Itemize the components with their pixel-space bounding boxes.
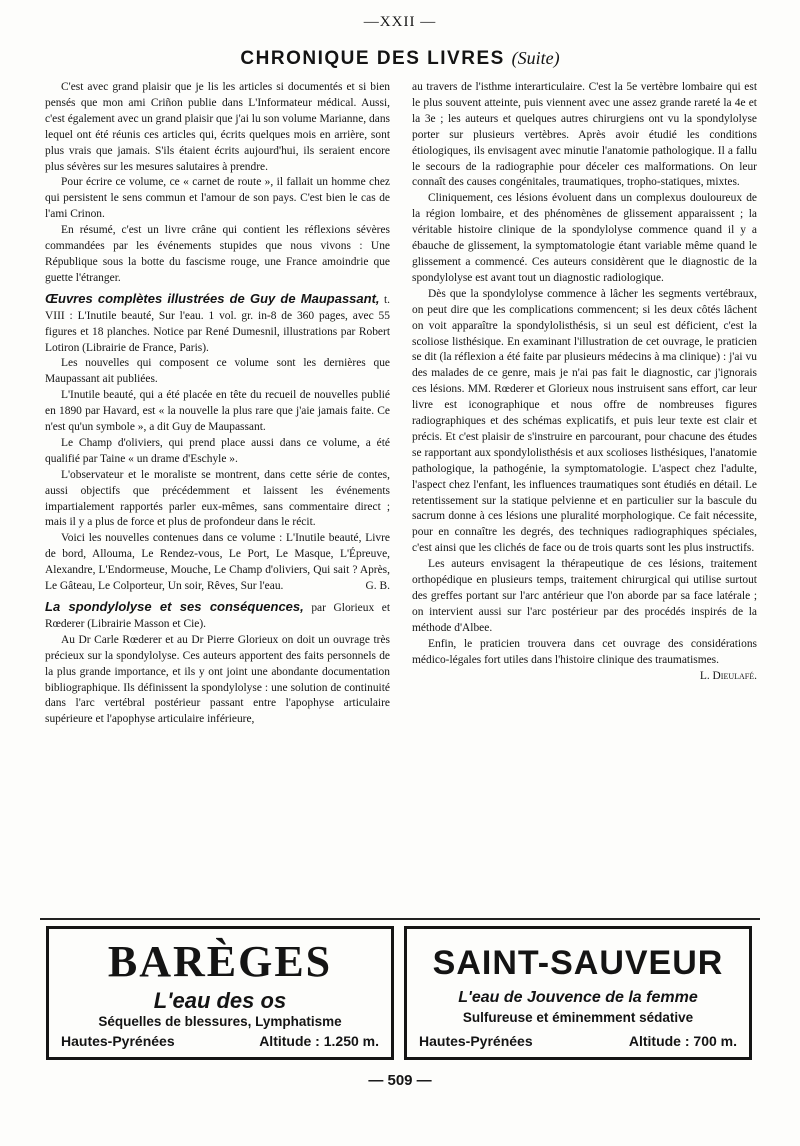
- maupassant-paragraph-3: Le Champ d'oliviers, qui prend place aussi dans ce volume, a été qualifié par Taine « un drame d'Eschyle ».: [45, 436, 390, 465]
- section-title: [0, 48, 800, 70]
- bareges-altitude: Altitude : 1.250 m.: [259, 1033, 379, 1049]
- crinon-paragraph-1: C'est avec grand plaisir que je lis les articles si documentés et si bien pensés que mon ami Criñon publie dans L'Informateur médical. Aussi, c'est également avec un grand plaisir que j'ai lu son volume Marianne, dans lequel ont été réunis ces articles qui, écrits quelques mois en arrière, sont plus vrais que jamais. S'ils étaient écrits aujourd'hui, ils seraient encore plus sévères sur les mesures salutaires à prendre.: [45, 81, 390, 173]
- bareges-name: BARÈGES: [107, 937, 333, 986]
- spondylolyse-paragraph-5: Les auteurs envisagent la thérapeutique de ces lésions, traitement orthopédique en plusieurs temps, traitement chirurgical qui utilise surtout des greffes portant sur l'arc antérieur que l'on aborde par sa face latérale ; on intervient aussi sur l'arc postérieur par des procédés inspirés de la méthode d'Albee.: [412, 558, 757, 634]
- crinon-paragraph-3: En résumé, c'est un livre crâne qui contient les réflexions sévères commandées par les événements stupides que nous vivons : Une République sous la botte du fascisme rouge, une France amoindrie que guette l'étranger.: [45, 224, 390, 284]
- maupassant-paragraph-1: Les nouvelles qui composent ce volume sont les dernières que Maupassant ait publiées.: [45, 357, 390, 386]
- page-header-roman: —XXII —: [363, 14, 437, 30]
- spondylolyse-closing-text: Enfin, le praticien trouvera dans cet ouvrage des considérations médico-légales fort utiles dans l'histoire clinique des traumatismes.: [412, 637, 757, 666]
- saint-sauveur-description: Sulfureuse et éminemment sédative: [462, 1010, 694, 1025]
- bareges-footer: [61, 1033, 379, 1049]
- saint-sauveur-footer: [419, 1033, 737, 1049]
- maupassant-paragraph-5: [45, 531, 390, 595]
- section-title-text: CHRONIQUE DES LIVRES: [240, 48, 505, 69]
- saint-sauveur-region: Hautes-Pyrénées: [419, 1033, 533, 1049]
- saint-sauveur-name: SAINT-SAUVEUR: [432, 944, 724, 982]
- spondylolyse-review-details: par Glorieux et Rœderer (Librairie Masson et Cie).: [45, 602, 390, 630]
- bareges-tagline: L'eau des os: [153, 988, 287, 1013]
- spondylolyse-paragraph-6: [412, 637, 757, 682]
- advertisement-divider: [40, 918, 760, 920]
- section-title-suite: (Suite): [511, 48, 560, 68]
- left-column: [45, 80, 390, 728]
- maupassant-paragraph-4: L'observateur et le moraliste se montrent, dans cette série de contes, aussi objectifs que précédemment et laissent les événements impartialement rapportés parler eux-mêmes, sans commentaire direct ; mais il y a plus de force et plus de profondeur dans le récit.: [45, 468, 390, 529]
- saint-sauveur-tagline: L'eau de Jouvence de la femme: [458, 989, 698, 1006]
- spondylolyse-paragraph-4: Dès que la spondylolyse commence à lâcher les segments vertébraux, on peut dire que les complications commencent; si les deux côtés lâchent on voit apparaître la spondylolisthésis, si un seul est déficient, c'est la scoliose listhésique. En examinant l'illustration de cet ouvrage, le praticien se dit (la réflexion a été faite par plusieurs médecins à ma clinique) : j'ai vu des malades de ce genre, mais je n'ai pas fait le diagnostic, car j'ignorais ces lésions. MM. Rœderer et Glorieux nous instruisent sans effort, car leur livre est iconographique et nous offre de nombreuses figures radiographiques et des schémas explicatifs, et puis leur texte est clair et précis. Et c'est plaisir de s'instruire en parcourant, pour chacune des études se rapportant aux spondylolisthésis et aux scolioses listhésiques, l'anatomie pathologique, la pathogénie, la symptomatologie. L'aspect chez l'adulte, l'aspect chez l'enfant, les influences traumatiques sont étudiés en détail. Le retentissement sur la statique pelvienne et en particulier sur la bascule du sacrum donne à ces lésions une pluralité morphologique. Ce fait nécessite, pour en connaître les degrés, des techniques radiographiques spéciales, c'est ainsi que les clichés de face ou de trois quarts sont les plus instructifs.: [412, 287, 757, 555]
- maupassant-review-details: t. VIII : L'Inutile beauté, Sur l'eau. 1 vol. gr. in-8 de 360 pages, avec 55 figures et 18 planches. Notice par René Dumesnil, illustrations par Robert Lotiron (Librairie de France, Paris).: [45, 293, 390, 354]
- bareges-description: Séquelles de blessures, Lymphatisme: [98, 1014, 342, 1029]
- maupassant-review-signature: G. B.: [365, 580, 390, 593]
- spondylolyse-paragraph-3: Cliniquement, ces lésions évoluent dans un complexus douloureux de la région lombaire, et des phénomènes de glissement apparaissent ; la véritable histoire clinique de la spondylolyse commence quand il y a ébauche de glissement, la symptomatologie étant variable même quand le glissement a commencé. Ces auteurs considèrent que le diagnostic de la spondylolyse est avant tout un diagnostic radiologique.: [412, 192, 757, 284]
- right-column: [412, 80, 757, 684]
- spondylolyse-review-signature: L. Dieulafé.: [699, 669, 757, 682]
- bareges-advertisement: [46, 926, 394, 1060]
- bareges-region: Hautes-Pyrénées: [61, 1033, 175, 1049]
- spondylolyse-review-heading: [45, 599, 390, 633]
- spondylolyse-review-title: La spondylolyse et ses conséquences,: [45, 599, 304, 614]
- maupassant-contents-text: Voici les nouvelles contenues dans ce volume : L'Inutile beauté, Livre de bord, Allouma, Le Rendez-vous, Le Port, Le Masque, L'Épreuve, Alexandre, L'Endormeuse, Mouche, Le Champ d'oliviers, Qui sait ? Après, Le Gâteau, Le Colporteur, Un soir, Rêves, Sur l'eau.: [45, 532, 390, 593]
- spondylolyse-paragraph-2: au travers de l'isthme interarticulaire. C'est la 5e vertèbre lombaire qui est le plus souvent atteinte, puis viennent avec une assez grande rareté la 4e et la 3e ; les auteurs et quelques autres chirurgiens ont vu la spondylolyse porter sur plusieurs vertèbres. Après avoir étudié les conditions étiologiques, ils envisagent avec minutie l'anatomie pathologique. Il a fallu le secours de la radiographie pour déceler ces malformations. On leur connaît des causes congénitales, traumatiques, tropho-statiques, mixtes.: [412, 81, 757, 189]
- maupassant-review-title: Œuvres complètes illustrées de Guy de Maupassant,: [45, 290, 380, 306]
- spondylolyse-paragraph-1: Au Dr Carle Rœderer et au Dr Pierre Glorieux on doit un ouvrage très précieux sur la spondylolyse. Ces auteurs apportent des faits personnels de la plus grande importance, et ils y ont joint une abondante documentation bibliographique. Ils définissent la spondylolyse : une solution de continuité dans l'arc vertébral postérieur passant entre l'apophyse articulaire supérieure et l'apophyse articulaire inférieure,: [45, 633, 390, 726]
- page-number: — 509 —: [368, 1072, 432, 1089]
- saint-sauveur-advertisement: [404, 926, 752, 1060]
- saint-sauveur-altitude: Altitude : 700 m.: [628, 1033, 737, 1049]
- maupassant-review-heading: [45, 291, 390, 357]
- crinon-paragraph-2: Pour écrire ce volume, ce « carnet de route », il fallait un homme chez qui persistent le sens commun et l'amour de son pays. C'est bien le cas de l'ami Crinon.: [45, 176, 390, 221]
- maupassant-paragraph-2: L'Inutile beauté, qui a été placée en tête du recueil de nouvelles publié en 1890 par Havard, est « la nouvelle la plus rare que j'aie jamais faite. Ce n'est qu'un symbole », a dit Guy de Maupassant.: [45, 389, 390, 434]
